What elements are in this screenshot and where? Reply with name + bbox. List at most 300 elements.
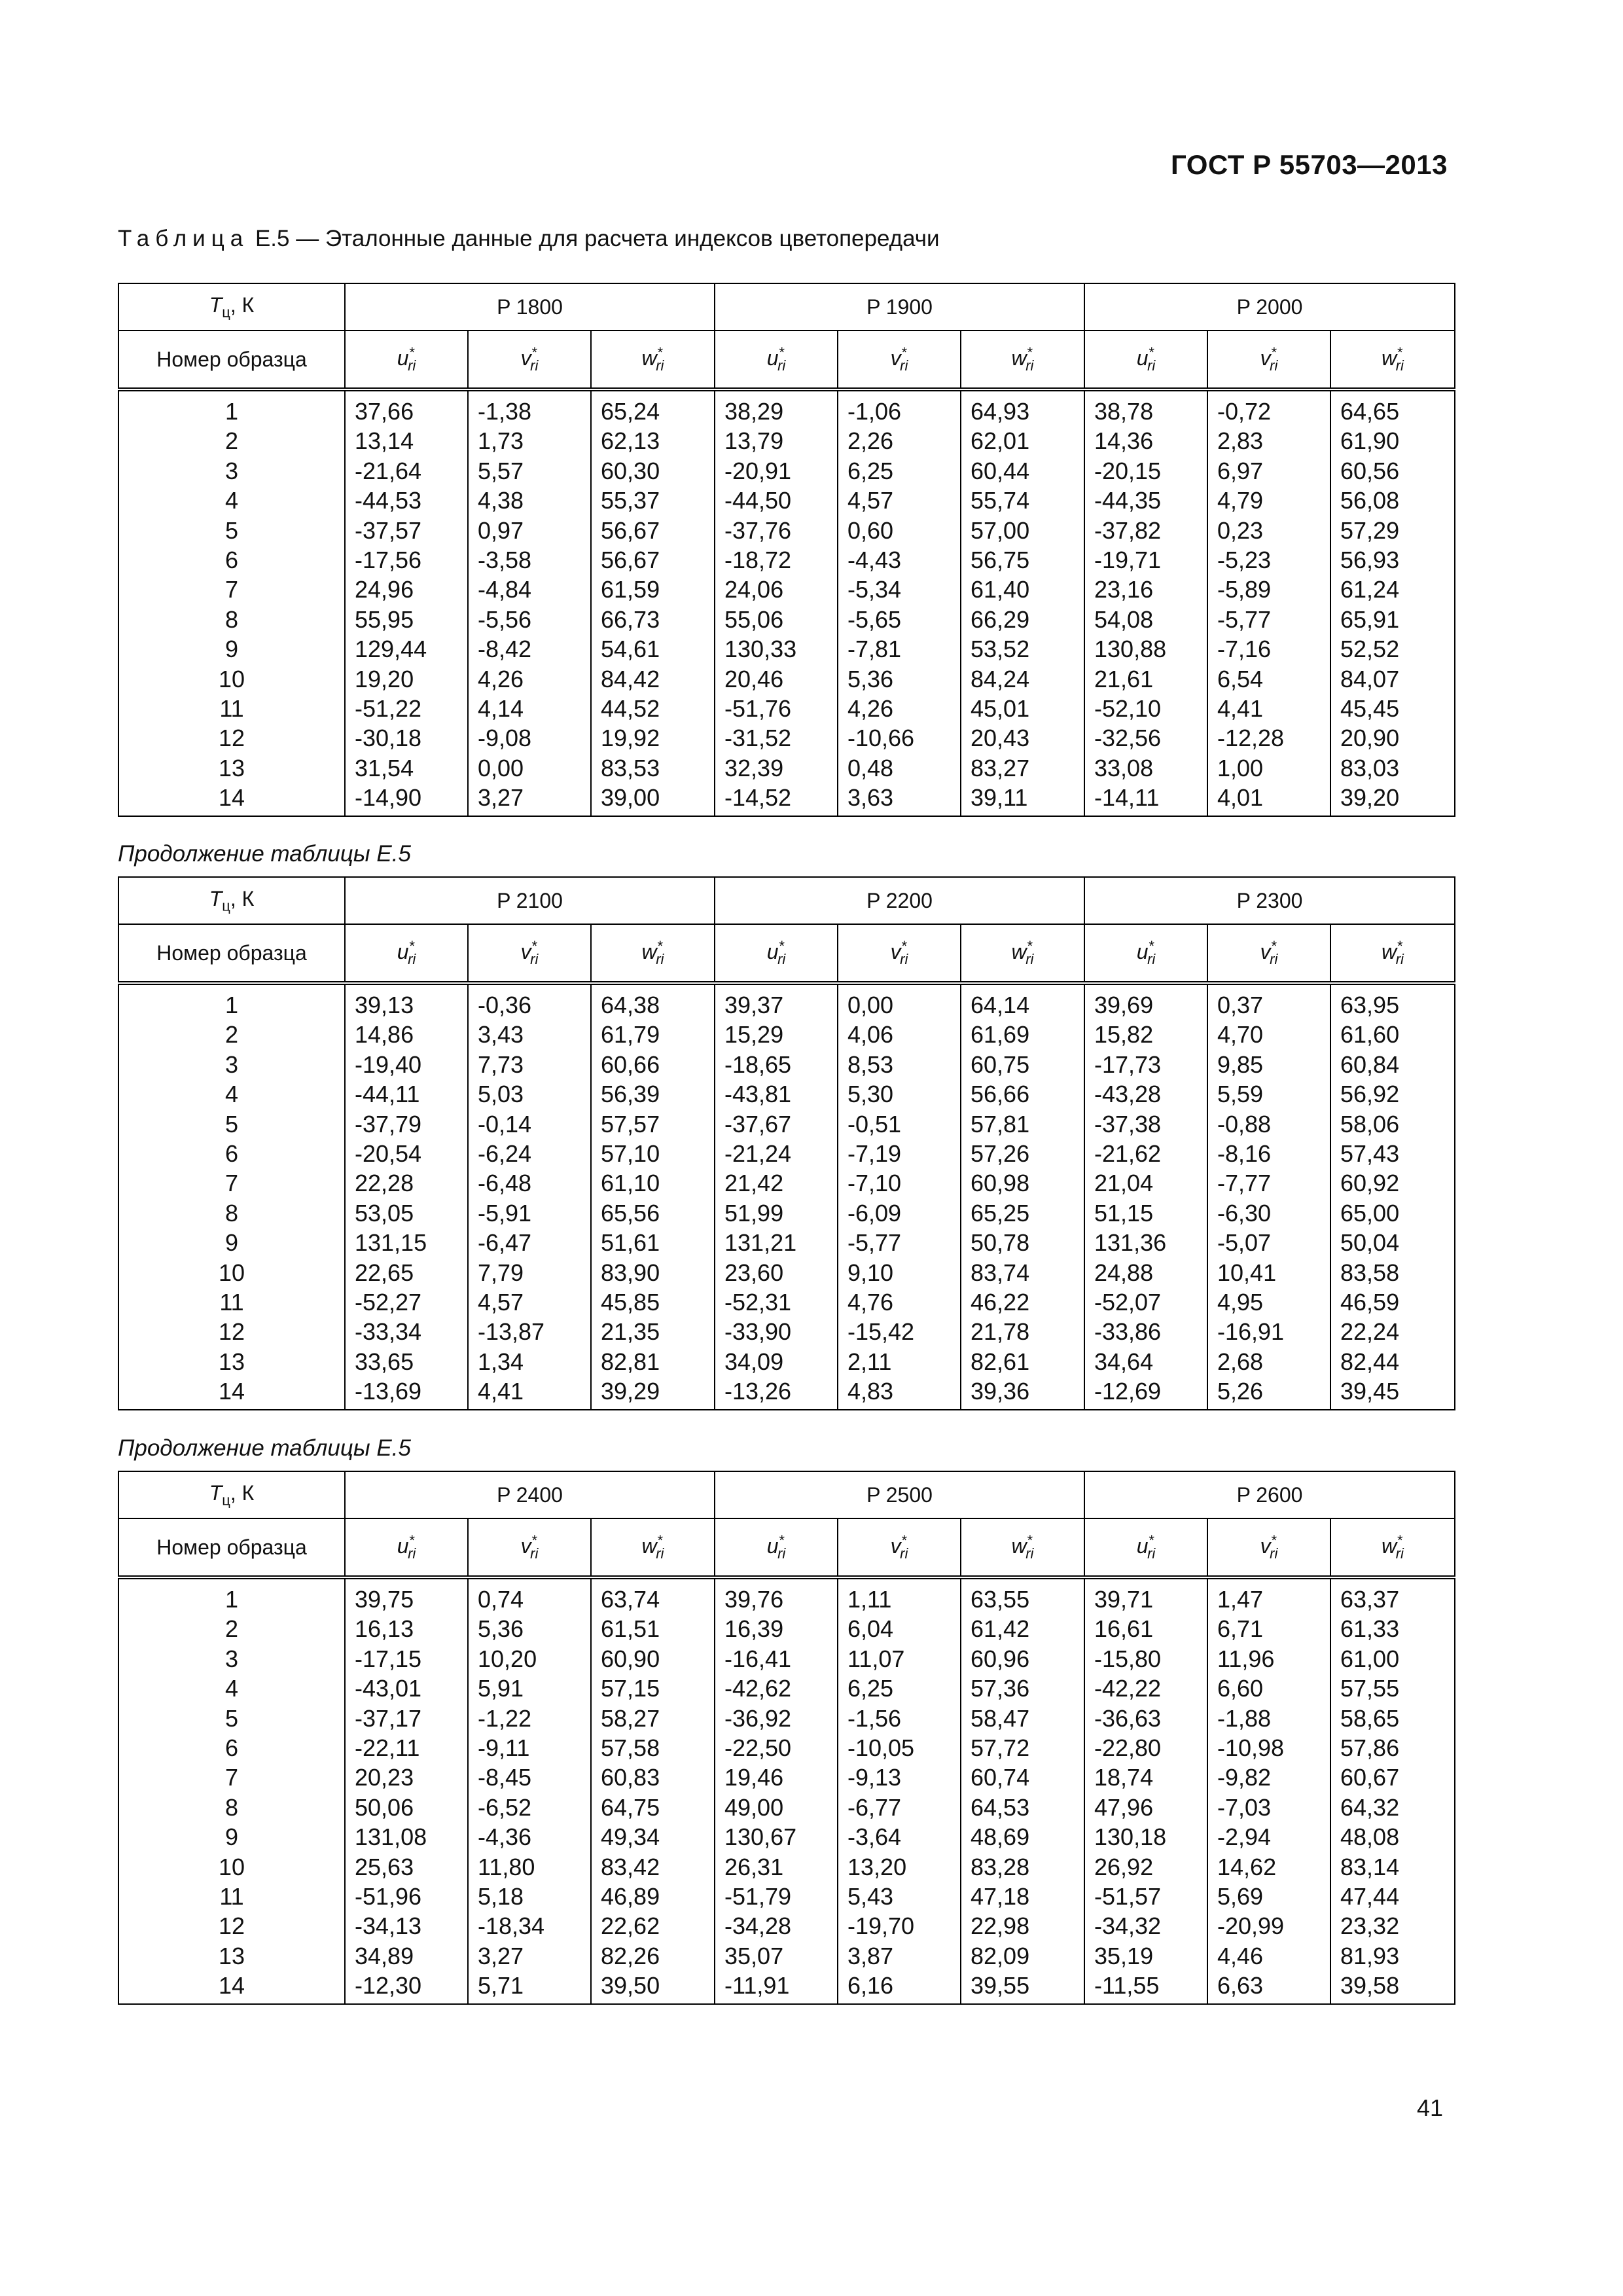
value-cell: -44,53 bbox=[345, 486, 468, 515]
table-row bbox=[118, 1704, 1455, 1733]
variable-star: * bbox=[1148, 938, 1154, 954]
value-cell: 82,61 bbox=[961, 1347, 1084, 1376]
variable-header bbox=[1330, 1518, 1455, 1577]
value-cell: -5,65 bbox=[838, 605, 961, 634]
value-cell: 38,29 bbox=[715, 389, 838, 426]
table-row bbox=[118, 1258, 1455, 1287]
tc-unit: , К bbox=[230, 1480, 255, 1505]
value-cell: 131,08 bbox=[345, 1822, 468, 1852]
value-cell: -0,51 bbox=[838, 1109, 961, 1139]
table-caption-prefix: Таблица bbox=[118, 226, 249, 251]
value-cell: 6,97 bbox=[1207, 456, 1330, 486]
variable-letter: v bbox=[520, 1534, 531, 1558]
value-cell: 39,36 bbox=[961, 1376, 1084, 1409]
table-row bbox=[118, 1763, 1455, 1792]
value-cell: 19,92 bbox=[591, 723, 715, 753]
value-cell: -20,99 bbox=[1207, 1911, 1330, 1941]
value-cell: 63,95 bbox=[1330, 983, 1455, 1020]
variable-w-ri bbox=[1011, 1532, 1034, 1562]
value-cell: -42,22 bbox=[1084, 1674, 1207, 1703]
value-cell: -16,41 bbox=[715, 1644, 838, 1674]
value-cell: -8,42 bbox=[468, 634, 591, 664]
value-cell: 61,00 bbox=[1330, 1644, 1455, 1674]
value-cell: 57,86 bbox=[1330, 1733, 1455, 1763]
variable-subscript: ri bbox=[530, 1545, 539, 1562]
value-cell: 5,30 bbox=[838, 1079, 961, 1109]
value-cell: 4,41 bbox=[1207, 694, 1330, 723]
value-cell: 51,15 bbox=[1084, 1198, 1207, 1228]
value-cell: -0,88 bbox=[1207, 1109, 1330, 1139]
value-cell: 21,42 bbox=[715, 1168, 838, 1198]
variable-subscript: ri bbox=[408, 1545, 416, 1562]
variable-letter: v bbox=[890, 1534, 901, 1558]
value-cell: -7,16 bbox=[1207, 634, 1330, 664]
sample-number-cell: 7 bbox=[118, 1168, 345, 1198]
value-cell: 61,40 bbox=[961, 575, 1084, 604]
value-cell: 45,45 bbox=[1330, 694, 1455, 723]
value-cell: 61,51 bbox=[591, 1614, 715, 1643]
variable-letter: w bbox=[1382, 940, 1397, 963]
value-cell: -10,05 bbox=[838, 1733, 961, 1763]
table-row bbox=[118, 1287, 1455, 1317]
value-cell: 130,88 bbox=[1084, 634, 1207, 664]
variable-letter: u bbox=[766, 940, 779, 963]
table-row bbox=[118, 634, 1455, 664]
table-caption bbox=[118, 226, 940, 252]
variable-subscript: ri bbox=[1395, 951, 1404, 967]
table-row bbox=[118, 1079, 1455, 1109]
variable-star: * bbox=[656, 344, 663, 361]
value-cell: 13,20 bbox=[838, 1852, 961, 1882]
variable-u-ri bbox=[397, 938, 416, 967]
table-row bbox=[118, 1317, 1455, 1346]
sample-number-header: Номер образца bbox=[118, 924, 345, 983]
value-cell: 131,15 bbox=[345, 1228, 468, 1257]
value-cell: 5,91 bbox=[468, 1674, 591, 1703]
variable-v-ri bbox=[520, 938, 539, 967]
value-cell: 65,24 bbox=[591, 389, 715, 426]
value-cell: 56,66 bbox=[961, 1079, 1084, 1109]
variable-subscript: ri bbox=[1270, 951, 1278, 967]
header-row-temperature bbox=[118, 283, 1455, 331]
variable-subscript: ri bbox=[530, 357, 539, 374]
variable-subscript: ri bbox=[777, 357, 786, 374]
variable-star: * bbox=[901, 1532, 907, 1549]
sample-number-cell: 13 bbox=[118, 1941, 345, 1971]
variable-subscript: ri bbox=[656, 357, 664, 374]
variable-letter: u bbox=[1136, 346, 1149, 370]
sample-number-cell: 1 bbox=[118, 389, 345, 426]
value-cell: -0,72 bbox=[1207, 389, 1330, 426]
variable-star: * bbox=[778, 1532, 785, 1549]
value-cell: 61,90 bbox=[1330, 426, 1455, 456]
value-cell: 65,56 bbox=[591, 1198, 715, 1228]
value-cell: 1,34 bbox=[468, 1347, 591, 1376]
sample-number-cell: 4 bbox=[118, 1079, 345, 1109]
variable-star: * bbox=[408, 938, 415, 954]
value-cell: 60,66 bbox=[591, 1050, 715, 1079]
variable-letter: w bbox=[1382, 346, 1397, 370]
value-cell: 5,36 bbox=[468, 1614, 591, 1643]
value-cell: 39,58 bbox=[1330, 1971, 1455, 2003]
value-cell: 58,65 bbox=[1330, 1704, 1455, 1733]
value-cell: 61,42 bbox=[961, 1614, 1084, 1643]
value-cell: 2,83 bbox=[1207, 426, 1330, 456]
sample-number-cell: 11 bbox=[118, 1287, 345, 1317]
value-cell: -8,45 bbox=[468, 1763, 591, 1792]
value-cell: -22,80 bbox=[1084, 1733, 1207, 1763]
value-cell: 15,29 bbox=[715, 1020, 838, 1049]
table-row bbox=[118, 1228, 1455, 1257]
value-cell: 83,14 bbox=[1330, 1852, 1455, 1882]
table-row bbox=[118, 1577, 1455, 1614]
value-cell: 50,06 bbox=[345, 1793, 468, 1822]
value-cell: -51,96 bbox=[345, 1882, 468, 1911]
value-cell: -20,15 bbox=[1084, 456, 1207, 486]
value-cell: 83,03 bbox=[1330, 753, 1455, 783]
value-cell: -1,06 bbox=[838, 389, 961, 426]
value-cell: 4,01 bbox=[1207, 783, 1330, 816]
value-cell: 22,28 bbox=[345, 1168, 468, 1198]
value-cell: 2,11 bbox=[838, 1347, 961, 1376]
sample-number-cell: 4 bbox=[118, 1674, 345, 1703]
value-cell: -4,36 bbox=[468, 1822, 591, 1852]
value-cell: 53,05 bbox=[345, 1198, 468, 1228]
variable-letter: u bbox=[766, 346, 779, 370]
value-cell: 37,66 bbox=[345, 389, 468, 426]
variable-letter: w bbox=[1011, 1534, 1027, 1558]
table-row bbox=[118, 1376, 1455, 1409]
variable-letter: u bbox=[397, 346, 409, 370]
value-cell: -18,65 bbox=[715, 1050, 838, 1079]
value-cell: -18,72 bbox=[715, 545, 838, 575]
variable-header bbox=[591, 1518, 715, 1577]
sample-number-cell: 10 bbox=[118, 664, 345, 694]
value-cell: 6,04 bbox=[838, 1614, 961, 1643]
value-cell: 49,34 bbox=[591, 1822, 715, 1852]
value-cell: -11,91 bbox=[715, 1971, 838, 2003]
table-row bbox=[118, 1882, 1455, 1911]
value-cell: 130,18 bbox=[1084, 1822, 1207, 1852]
sample-number-header: Номер образца bbox=[118, 1518, 345, 1577]
value-cell: 39,00 bbox=[591, 783, 715, 816]
variable-header bbox=[1207, 924, 1330, 983]
value-cell: 83,28 bbox=[961, 1852, 1084, 1882]
value-cell: 57,43 bbox=[1330, 1139, 1455, 1168]
table-row bbox=[118, 456, 1455, 486]
header-row-variables bbox=[118, 1518, 1455, 1577]
value-cell: -33,34 bbox=[345, 1317, 468, 1346]
value-cell: 64,53 bbox=[961, 1793, 1084, 1822]
sample-number-cell: 14 bbox=[118, 783, 345, 816]
value-cell: -6,77 bbox=[838, 1793, 961, 1822]
value-cell: 5,18 bbox=[468, 1882, 591, 1911]
sample-number-cell: 1 bbox=[118, 1577, 345, 1614]
value-cell: 32,39 bbox=[715, 753, 838, 783]
variable-letter: v bbox=[520, 346, 531, 370]
value-cell: 60,67 bbox=[1330, 1763, 1455, 1792]
value-cell: 33,08 bbox=[1084, 753, 1207, 783]
value-cell: 20,90 bbox=[1330, 723, 1455, 753]
value-cell: -14,11 bbox=[1084, 783, 1207, 816]
value-cell: -36,92 bbox=[715, 1704, 838, 1733]
value-cell: 56,08 bbox=[1330, 486, 1455, 515]
group-header: P 2300 bbox=[1084, 877, 1455, 924]
sample-number-cell: 5 bbox=[118, 1109, 345, 1139]
table-row bbox=[118, 1793, 1455, 1822]
value-cell: 60,83 bbox=[591, 1763, 715, 1792]
value-cell: 83,58 bbox=[1330, 1258, 1455, 1287]
variable-letter: w bbox=[1011, 940, 1027, 963]
value-cell: 0,00 bbox=[838, 983, 961, 1020]
value-cell: 0,97 bbox=[468, 516, 591, 545]
value-cell: -11,55 bbox=[1084, 1971, 1207, 2003]
variable-header bbox=[838, 924, 961, 983]
value-cell: -17,73 bbox=[1084, 1050, 1207, 1079]
value-cell: 22,24 bbox=[1330, 1317, 1455, 1346]
value-cell: 21,04 bbox=[1084, 1168, 1207, 1198]
value-cell: -10,98 bbox=[1207, 1733, 1330, 1763]
value-cell: 5,26 bbox=[1207, 1376, 1330, 1409]
table-row bbox=[118, 1733, 1455, 1763]
value-cell: 45,01 bbox=[961, 694, 1084, 723]
value-cell: 4,76 bbox=[838, 1287, 961, 1317]
variable-v-ri bbox=[520, 1532, 539, 1562]
value-cell: -9,11 bbox=[468, 1733, 591, 1763]
table-row bbox=[118, 1109, 1455, 1139]
value-cell: 21,35 bbox=[591, 1317, 715, 1346]
value-cell: 39,29 bbox=[591, 1376, 715, 1409]
variable-header bbox=[1084, 924, 1207, 983]
variable-header bbox=[715, 331, 838, 389]
value-cell: 65,00 bbox=[1330, 1198, 1455, 1228]
value-cell: -21,62 bbox=[1084, 1139, 1207, 1168]
value-cell: 64,32 bbox=[1330, 1793, 1455, 1822]
value-cell: -13,69 bbox=[345, 1376, 468, 1409]
value-cell: 31,54 bbox=[345, 753, 468, 783]
value-cell: -52,27 bbox=[345, 1287, 468, 1317]
value-cell: 53,52 bbox=[961, 634, 1084, 664]
value-cell: 54,08 bbox=[1084, 605, 1207, 634]
value-cell: 4,95 bbox=[1207, 1287, 1330, 1317]
sample-number-cell: 4 bbox=[118, 486, 345, 515]
value-cell: -13,26 bbox=[715, 1376, 838, 1409]
value-cell: 34,64 bbox=[1084, 1347, 1207, 1376]
value-cell: -20,91 bbox=[715, 456, 838, 486]
variable-header bbox=[345, 331, 468, 389]
tc-symbol: T bbox=[209, 886, 223, 910]
sample-number-cell: 6 bbox=[118, 545, 345, 575]
variable-header bbox=[468, 331, 591, 389]
variable-subscript: ri bbox=[1026, 951, 1034, 967]
value-cell: -6,52 bbox=[468, 1793, 591, 1822]
variable-header bbox=[345, 1518, 468, 1577]
value-cell: -30,18 bbox=[345, 723, 468, 753]
value-cell: 14,36 bbox=[1084, 426, 1207, 456]
variable-u-ri bbox=[397, 1532, 416, 1562]
value-cell: -42,62 bbox=[715, 1674, 838, 1703]
standard-code: ГОСТ Р 55703—2013 bbox=[1171, 149, 1448, 180]
page-number: 41 bbox=[1416, 2094, 1443, 2121]
value-cell: -44,11 bbox=[345, 1079, 468, 1109]
group-header: P 2100 bbox=[345, 877, 715, 924]
value-cell: 82,26 bbox=[591, 1941, 715, 1971]
value-cell: 48,69 bbox=[961, 1822, 1084, 1852]
table-caption-text: Е.5 — Эталонные данные для расчета индексов цветопередачи bbox=[249, 226, 940, 251]
value-cell: 57,10 bbox=[591, 1139, 715, 1168]
value-cell: 65,91 bbox=[1330, 605, 1455, 634]
value-cell: -1,22 bbox=[468, 1704, 591, 1733]
value-cell: 50,78 bbox=[961, 1228, 1084, 1257]
sample-number-cell: 10 bbox=[118, 1852, 345, 1882]
value-cell: -1,38 bbox=[468, 389, 591, 426]
value-cell: 51,99 bbox=[715, 1198, 838, 1228]
sample-number-cell: 8 bbox=[118, 1793, 345, 1822]
value-cell: 13,14 bbox=[345, 426, 468, 456]
variable-star: * bbox=[1270, 1532, 1277, 1549]
value-cell: -1,56 bbox=[838, 1704, 961, 1733]
value-cell: 57,72 bbox=[961, 1733, 1084, 1763]
value-cell: -12,30 bbox=[345, 1971, 468, 2003]
value-cell: -15,80 bbox=[1084, 1644, 1207, 1674]
value-cell: 26,92 bbox=[1084, 1852, 1207, 1882]
continuation-caption: Продолжение таблицы Е.5 bbox=[118, 841, 411, 867]
value-cell: 56,39 bbox=[591, 1079, 715, 1109]
table-row bbox=[118, 753, 1455, 783]
variable-subscript: ri bbox=[1147, 951, 1156, 967]
value-cell: 54,61 bbox=[591, 634, 715, 664]
variable-subscript: ri bbox=[1026, 357, 1034, 374]
value-cell: -32,56 bbox=[1084, 723, 1207, 753]
tc-symbol: T bbox=[209, 1480, 223, 1505]
value-cell: 8,53 bbox=[838, 1050, 961, 1079]
table-row bbox=[118, 486, 1455, 515]
value-cell: 20,23 bbox=[345, 1763, 468, 1792]
value-cell: 3,43 bbox=[468, 1020, 591, 1049]
sample-number-cell: 13 bbox=[118, 753, 345, 783]
variable-star: * bbox=[531, 1532, 537, 1549]
value-cell: -4,84 bbox=[468, 575, 591, 604]
variable-subscript: ri bbox=[1270, 1545, 1278, 1562]
table-row bbox=[118, 545, 1455, 575]
variable-v-ri bbox=[1260, 1532, 1278, 1562]
sample-number-cell: 10 bbox=[118, 1258, 345, 1287]
value-cell: 33,65 bbox=[345, 1347, 468, 1376]
value-cell: 39,13 bbox=[345, 983, 468, 1020]
table-row bbox=[118, 1139, 1455, 1168]
sample-number-cell: 2 bbox=[118, 426, 345, 456]
value-cell: 10,41 bbox=[1207, 1258, 1330, 1287]
variable-header bbox=[1084, 331, 1207, 389]
variable-star: * bbox=[1397, 344, 1402, 361]
value-cell: 15,82 bbox=[1084, 1020, 1207, 1049]
value-cell: 62,13 bbox=[591, 426, 715, 456]
tc-symbol: T bbox=[209, 293, 223, 317]
variable-header bbox=[591, 924, 715, 983]
value-cell: 23,60 bbox=[715, 1258, 838, 1287]
value-cell: 131,36 bbox=[1084, 1228, 1207, 1257]
sample-number-cell: 14 bbox=[118, 1376, 345, 1409]
value-cell: -37,79 bbox=[345, 1109, 468, 1139]
value-cell: -36,63 bbox=[1084, 1704, 1207, 1733]
value-cell: 6,71 bbox=[1207, 1614, 1330, 1643]
value-cell: -7,03 bbox=[1207, 1793, 1330, 1822]
value-cell: -51,22 bbox=[345, 694, 468, 723]
value-cell: 46,22 bbox=[961, 1287, 1084, 1317]
value-cell: 55,74 bbox=[961, 486, 1084, 515]
data-table-1 bbox=[118, 283, 1455, 817]
value-cell: 60,74 bbox=[961, 1763, 1084, 1792]
tc-header-cell bbox=[118, 1471, 345, 1518]
variable-subscript: ri bbox=[408, 357, 416, 374]
value-cell: 57,00 bbox=[961, 516, 1084, 545]
value-cell: 84,42 bbox=[591, 664, 715, 694]
variable-w-ri bbox=[641, 344, 664, 374]
variable-v-ri bbox=[1260, 344, 1278, 374]
value-cell: 14,62 bbox=[1207, 1852, 1330, 1882]
value-cell: -19,71 bbox=[1084, 545, 1207, 575]
value-cell: -21,24 bbox=[715, 1139, 838, 1168]
continuation-caption: Продолжение таблицы Е.5 bbox=[118, 1435, 411, 1461]
value-cell: 5,43 bbox=[838, 1882, 961, 1911]
value-cell: -5,34 bbox=[838, 575, 961, 604]
value-cell: 23,32 bbox=[1330, 1911, 1455, 1941]
value-cell: -43,01 bbox=[345, 1674, 468, 1703]
value-cell: 11,80 bbox=[468, 1852, 591, 1882]
value-cell: 65,25 bbox=[961, 1198, 1084, 1228]
variable-header bbox=[1330, 924, 1455, 983]
value-cell: -9,82 bbox=[1207, 1763, 1330, 1792]
value-cell: 5,71 bbox=[468, 1971, 591, 2003]
table-row bbox=[118, 575, 1455, 604]
group-header: P 1800 bbox=[345, 283, 715, 331]
variable-header bbox=[961, 1518, 1084, 1577]
variable-letter: w bbox=[1011, 346, 1027, 370]
value-cell: -6,30 bbox=[1207, 1198, 1330, 1228]
value-cell: 82,81 bbox=[591, 1347, 715, 1376]
variable-letter: u bbox=[1136, 1534, 1149, 1558]
value-cell: 57,15 bbox=[591, 1674, 715, 1703]
value-cell: 35,07 bbox=[715, 1941, 838, 1971]
value-cell: -37,82 bbox=[1084, 516, 1207, 545]
value-cell: 63,74 bbox=[591, 1577, 715, 1614]
value-cell: 24,96 bbox=[345, 575, 468, 604]
value-cell: 16,61 bbox=[1084, 1614, 1207, 1643]
variable-letter: v bbox=[520, 940, 531, 963]
value-cell: 52,52 bbox=[1330, 634, 1455, 664]
value-cell: 13,79 bbox=[715, 426, 838, 456]
table-row bbox=[118, 723, 1455, 753]
sample-number-cell: 3 bbox=[118, 456, 345, 486]
variable-v-ri bbox=[890, 1532, 908, 1562]
value-cell: -19,40 bbox=[345, 1050, 468, 1079]
value-cell: -6,47 bbox=[468, 1228, 591, 1257]
variable-w-ri bbox=[1011, 344, 1034, 374]
value-cell: -17,56 bbox=[345, 545, 468, 575]
value-cell: 64,75 bbox=[591, 1793, 715, 1822]
value-cell: 39,75 bbox=[345, 1577, 468, 1614]
variable-letter: w bbox=[641, 940, 657, 963]
value-cell: 56,75 bbox=[961, 545, 1084, 575]
variable-star: * bbox=[901, 344, 907, 361]
value-cell: 5,57 bbox=[468, 456, 591, 486]
value-cell: -51,76 bbox=[715, 694, 838, 723]
value-cell: -5,89 bbox=[1207, 575, 1330, 604]
value-cell: 19,20 bbox=[345, 664, 468, 694]
variable-subscript: ri bbox=[900, 1545, 908, 1562]
group-header: P 2200 bbox=[715, 877, 1084, 924]
value-cell: 5,03 bbox=[468, 1079, 591, 1109]
